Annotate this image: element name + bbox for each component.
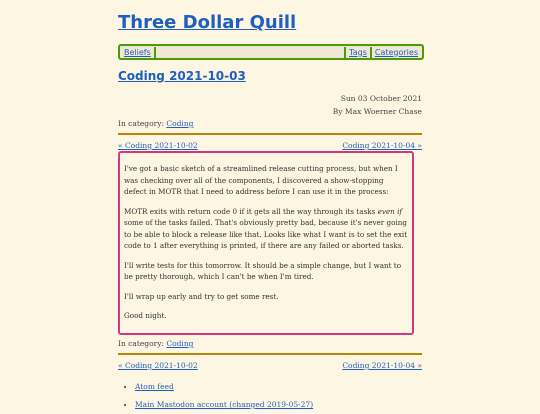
divider-rule	[118, 133, 422, 135]
nav-spacer	[157, 47, 343, 58]
mastodon-link[interactable]: Main Mastodon account (changed 2019-05-27)	[135, 400, 314, 409]
next-post-link[interactable]: Coding 2021-10-04 »	[342, 361, 422, 370]
post-date: Sun 03 October 2021	[340, 94, 422, 103]
atom-feed-link[interactable]: Atom feed	[135, 382, 174, 391]
post-paragraph: I've got a basic sketch of a streamlined release cutting process, but when I was checking over all of the components, I discovered a show-stopping defect in MOTR that I need to address before I can use it in the process:	[124, 164, 398, 196]
prev-post-link[interactable]: « Coding 2021-10-02	[118, 361, 198, 370]
category-link[interactable]: Coding	[166, 339, 194, 348]
pager-bottom	[118, 361, 422, 370]
category-label: In category:	[118, 119, 164, 128]
nav-divider	[344, 47, 346, 58]
nav-tags-link[interactable]: Tags	[349, 47, 367, 57]
list-item	[135, 378, 313, 396]
feed-list	[118, 378, 313, 414]
divider-rule	[118, 353, 422, 355]
post-category	[118, 119, 193, 128]
list-item	[135, 396, 313, 414]
post-paragraph: I'll write tests for this tomorrow. It should be a simple change, but I want to be pretty thorough, which I can't be when I'm tired.	[124, 260, 402, 281]
post-paragraph: Good night.	[124, 311, 167, 320]
nav-beliefs-link[interactable]: Beliefs	[124, 47, 151, 57]
post-category-bottom	[118, 339, 193, 348]
nav-categories-link[interactable]: Categories	[374, 47, 418, 57]
post-paragraph: MOTR exits with return code 0 if it gets all the way through its tasks even if some of the tasks failed. That's obviously pretty bad, because it's never going to be able to block a release like that. Looks like what I want is to set the exit code to 1 after everything is printed, if there are any failed or aborted tasks.	[124, 206, 408, 250]
post-paragraph: I'll wrap up early and try to get some rest.	[124, 291, 279, 301]
post-body	[118, 151, 414, 335]
category-link[interactable]: Coding	[166, 119, 194, 128]
next-post-link[interactable]: Coding 2021-10-04 »	[342, 141, 422, 150]
nav-divider	[154, 47, 156, 58]
nav-divider	[370, 47, 372, 58]
post-title-link[interactable]: Coding 2021-10-03	[118, 69, 246, 83]
prev-post-link[interactable]: « Coding 2021-10-02	[118, 141, 198, 150]
post-author: By Max Woerner Chase	[332, 107, 422, 116]
category-label: In category:	[118, 339, 164, 348]
site-title-link[interactable]: Three Dollar Quill	[118, 12, 297, 33]
pager-top	[118, 141, 422, 150]
navbar	[118, 44, 424, 60]
